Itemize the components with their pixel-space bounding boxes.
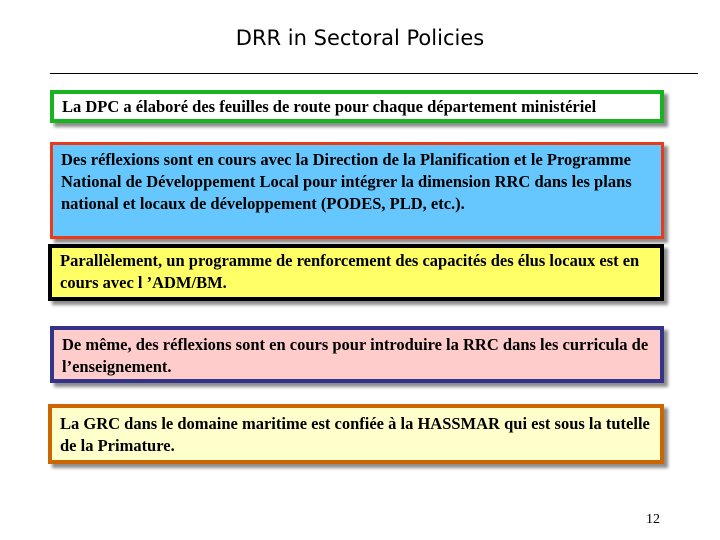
text-box-planning-text: Des réflexions sont en cours avec la Direction de la Planification et le Programme National de Développement Local pour intégrer la dimension RRC dans les plans national et locaux de développement (PODES, PLD, etc.). [61,150,632,213]
text-box-roadmaps [50,90,664,123]
text-box-capacity-building [48,244,664,301]
text-box-curricula-text: De même, des réflexions sont en cours pour introduire la RRC dans les curricula de l’enseignement. [62,335,649,376]
slide-title: DRR in Sectoral Policies [235,26,485,50]
text-box-capacity-building-text: Parallèlement, un programme de renforcement des capacités des élus locaux est en cours avec l ’ADM/BM. [60,251,640,292]
text-box-planning [50,142,664,239]
text-box-maritime-text: La GRC dans le domaine maritime est confiée à la HASSMAR qui est sous la tutelle de la Primature. [60,414,650,455]
page-number: 12 [646,512,660,527]
text-box-roadmaps-text: La DPC a élaboré des feuilles de route pour chaque département ministériel [62,97,597,116]
text-box-maritime [48,404,664,464]
title-divider [50,73,698,74]
text-box-curricula [50,326,664,383]
